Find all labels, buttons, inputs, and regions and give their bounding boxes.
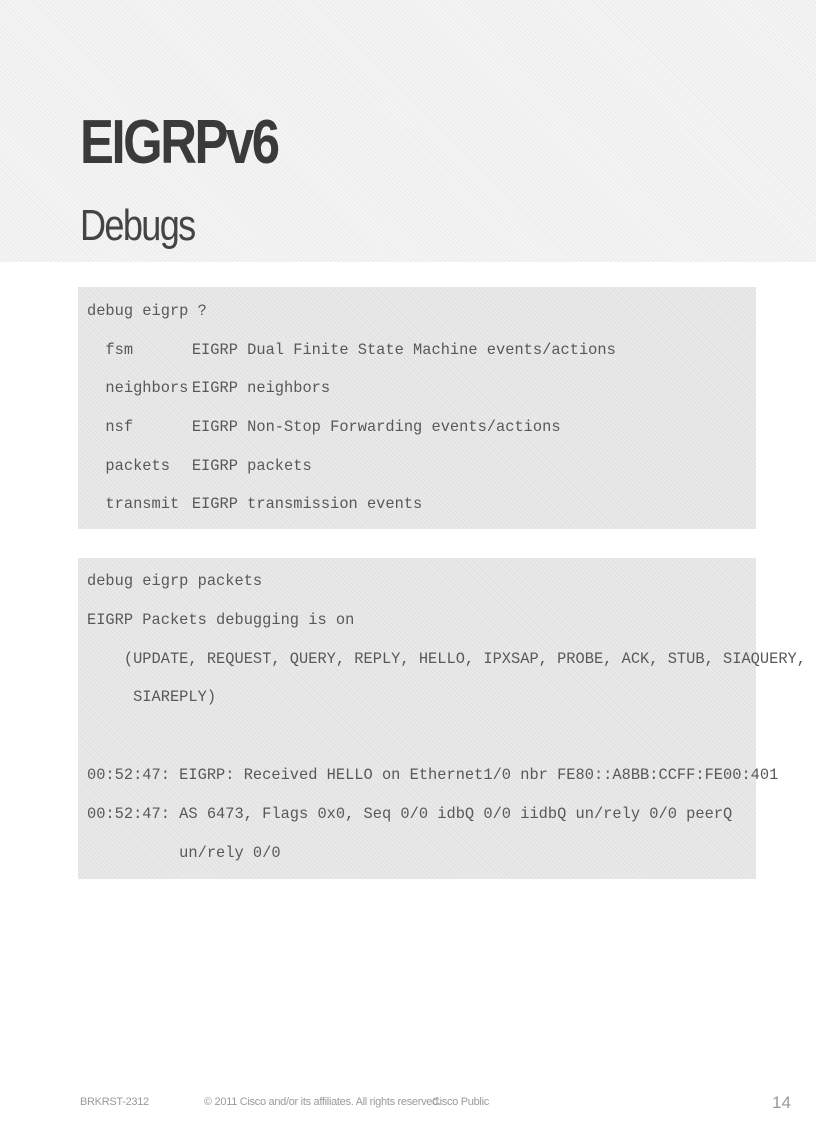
debug-option-row xyxy=(87,377,330,399)
option-description: EIGRP neighbors xyxy=(191,379,331,397)
option-name: packets xyxy=(105,457,170,475)
debug-output-line: 00:52:47: EIGRP: Received HELLO on Ethernet1/0 nbr FE80::A8BB:CCFF:FE00:401 xyxy=(87,766,779,784)
debug-option-row xyxy=(87,455,312,477)
debug-output-line: un/rely 0/0 xyxy=(87,844,281,862)
debug-output-line: EIGRP Packets debugging is on xyxy=(87,611,355,629)
debug-option-row xyxy=(87,339,616,361)
page-number: 14 xyxy=(772,1093,791,1112)
option-description: EIGRP packets xyxy=(191,457,312,475)
option-description: EIGRP Dual Finite State Machine events/actions xyxy=(191,341,616,359)
option-description: EIGRP Non-Stop Forwarding events/actions xyxy=(191,418,561,436)
slide-title: EIGRPv6 xyxy=(80,108,278,177)
debug-output-line: (UPDATE, REQUEST, QUERY, REPLY, HELLO, IPXSAP, PROBE, ACK, STUB, SIAQUERY, xyxy=(87,650,806,668)
debug-options-block xyxy=(78,287,756,529)
debug-output-line: 00:52:47: AS 6473, Flags 0x0, Seq 0/0 idbQ 0/0 iidbQ un/rely 0/0 peerQ xyxy=(87,805,733,823)
option-name: neighbors xyxy=(105,379,189,397)
debug-output-line: debug eigrp packets xyxy=(87,572,263,590)
debug-option-row xyxy=(87,416,561,438)
debug-output-line: SIAREPLY) xyxy=(87,688,217,706)
footer-copyright: © 2011 Cisco and/or its affiliates. All rights reserved. xyxy=(204,1096,441,1108)
footer-classification: Cisco Public xyxy=(432,1096,489,1108)
option-name: fsm xyxy=(105,341,134,359)
option-name: transmit xyxy=(105,495,180,513)
debug-command-line: debug eigrp ? xyxy=(87,302,207,320)
footer-session-id: BRKRST-2312 xyxy=(80,1096,149,1108)
debug-option-row xyxy=(87,493,422,515)
debug-packets-block xyxy=(78,558,806,879)
slide-subtitle: Debugs xyxy=(80,201,195,250)
option-name: nsf xyxy=(105,418,134,436)
option-description: EIGRP transmission events xyxy=(191,495,423,513)
